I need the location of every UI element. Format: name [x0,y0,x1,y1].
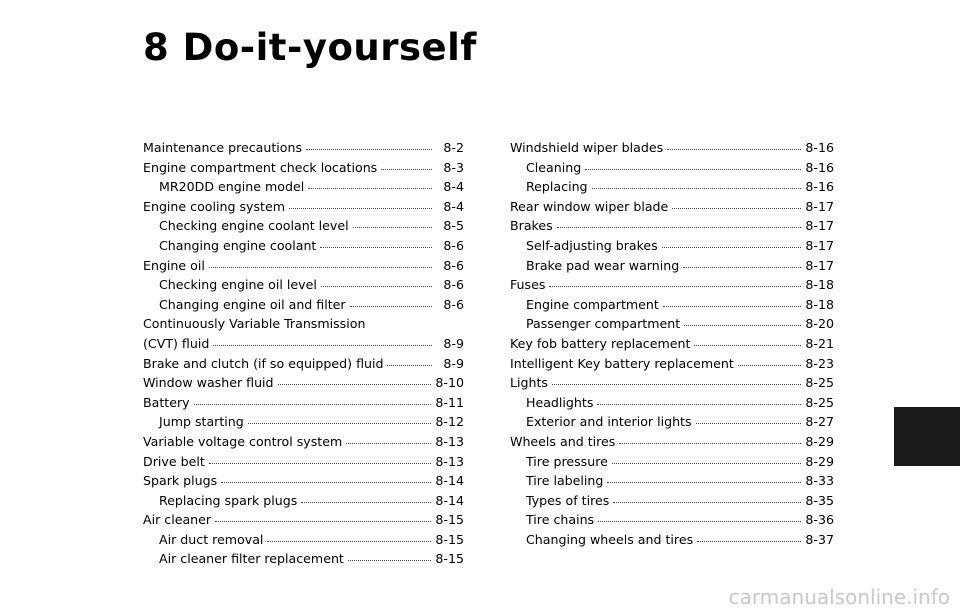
toc-entry-page: 8-4 [443,198,464,214]
toc-entry-label: Battery [143,394,190,410]
toc-entry-page: 8-37 [805,531,834,547]
chapter-tab [894,407,960,466]
leader-dots [348,550,432,561]
toc-entry-page: 8-12 [435,414,464,430]
toc-entry-label: Intelligent Key battery replacement [510,355,734,371]
toc-entry-page: 8-6 [443,296,464,312]
toc-entry-label: Changing wheels and tires [526,531,694,547]
toc-entry-page: 8-13 [435,433,464,449]
leader-dots [683,257,801,268]
toc-entry[interactable] [143,530,464,550]
toc-entry-page: 8-16 [805,179,834,195]
leader-dots [213,335,432,346]
toc-entry-label: Engine oil [143,257,205,273]
toc-entry-label: Continuously Variable Transmission [143,316,366,332]
leader-dots [557,217,802,228]
toc-entry-label: Changing engine oil and filter [159,296,346,312]
toc-entry-page: 8-17 [805,257,834,273]
toc-entry-page: 8-6 [443,237,464,253]
toc-entry-page: 8-25 [805,394,834,410]
toc-entry[interactable] [510,452,834,472]
leader-dots [248,413,432,424]
toc-entry-label: Changing engine coolant [159,237,317,253]
toc-entry[interactable] [510,197,834,217]
toc-entry-label: Types of tires [526,492,610,508]
leader-dots [301,492,431,503]
leader-dots [585,159,801,170]
toc-entry-label: (CVT) fluid [143,335,210,351]
toc-entry[interactable] [510,510,834,530]
toc-entry[interactable] [510,158,834,178]
toc-entry[interactable] [143,373,464,393]
leader-dots [209,257,432,268]
toc-entry[interactable] [510,256,834,276]
toc-entry-label: Drive belt [143,453,205,469]
toc-entry-label: Exterior and interior lights [526,414,692,430]
leader-dots [267,531,431,542]
toc-entry[interactable] [510,138,834,158]
toc-entry-page: 8-5 [443,218,464,234]
leader-dots [387,355,432,366]
leader-dots [597,394,801,405]
toc-entry[interactable] [143,412,464,432]
toc-entry-page: 8-36 [805,512,834,528]
toc-entry-label: Tire chains [526,512,595,528]
toc-entry-page: 8-29 [805,453,834,469]
leader-dots [598,511,801,522]
leader-dots [696,413,802,424]
leader-dots [592,178,802,189]
toc-entry-page: 8-14 [435,492,464,508]
toc-entry-page: 8-15 [435,531,464,547]
toc-entry[interactable] [143,471,464,491]
toc-entry-label: Jump starting [159,414,244,430]
toc-entry[interactable] [510,295,834,315]
toc-entry-label: MR20DD engine model [159,179,305,195]
toc-entry-label: Spark plugs [143,473,218,489]
toc-entry-page: 8-10 [435,375,464,391]
toc-entry-page: 8-25 [805,375,834,391]
toc-entry-label: Engine cooling system [143,198,286,214]
leader-dots [350,296,432,307]
page-title: 8 Do-it-yourself [143,26,477,69]
leader-dots [308,178,432,189]
toc-entry-page: 8-3 [443,159,464,175]
toc-entry-page: 8-23 [805,355,834,371]
toc-entry-page: 8-17 [805,218,834,234]
toc-entry-label: Engine compartment [526,296,659,312]
toc-entry[interactable] [143,510,464,530]
toc-entry-label: Air duct removal [159,531,264,547]
toc-entry-label: Windshield wiper blades [510,140,664,155]
toc-entry[interactable] [510,530,834,550]
leader-dots [221,472,431,483]
leader-dots [552,374,801,385]
leader-dots [667,139,801,150]
leader-dots [697,531,801,542]
toc-entry-page: 8-18 [805,277,834,293]
toc-entry-label: Tire labeling [526,473,604,489]
toc-entry-label: Fuses [510,277,546,293]
toc-entry-label: Engine compartment check locations [143,159,378,175]
toc-entry-label: Rear window wiper blade [510,198,669,214]
toc-entry[interactable] [143,197,464,217]
toc-entry[interactable] [510,471,834,491]
toc-entry-page: 8-27 [805,414,834,430]
leader-dots [662,237,802,248]
toc-entry[interactable] [143,275,464,295]
toc-entry-page: 8-9 [443,335,464,351]
toc-entry-label: Self-adjusting brakes [526,237,658,253]
toc-entry-label: Passenger compartment [526,316,681,332]
leader-dots [672,198,801,209]
toc-entry-page: 8-4 [443,179,464,195]
leader-dots [215,511,431,522]
toc-entry[interactable] [510,491,834,511]
toc-right-column [510,138,834,549]
leader-dots [278,374,432,385]
toc-entry-page: 8-15 [435,551,464,567]
toc-entry[interactable] [143,452,464,472]
toc-entry[interactable] [510,393,834,413]
leader-dots [694,335,801,346]
toc-entry[interactable] [143,549,464,569]
toc-entry[interactable] [143,354,464,374]
toc-entry-label: Window washer fluid [143,375,274,391]
leader-dots [607,472,801,483]
toc-entry[interactable] [143,138,464,158]
toc-entry-page: 8-11 [435,394,464,410]
toc-entry[interactable] [510,177,834,197]
toc-entry[interactable] [143,314,464,353]
toc-entry-page: 8-33 [805,473,834,489]
toc-entry[interactable] [510,354,834,374]
leader-dots [738,355,802,366]
toc-entry-page: 8-6 [443,257,464,273]
toc-entry[interactable] [143,177,464,197]
toc-entry-label: Brakes [510,218,553,234]
toc-entry-label: Replacing [526,179,588,195]
toc-entry-label: Maintenance precautions [143,140,303,155]
toc-entry-page: 8-18 [805,296,834,312]
leader-dots [346,433,431,444]
toc-entry[interactable] [143,216,464,236]
toc-entry-page: 8-6 [443,277,464,293]
toc-entry-label: Checking engine oil level [159,277,317,293]
toc-entry-label: Air cleaner [143,512,212,528]
toc-entry-page: 8-9 [443,355,464,371]
toc-entry-page: 8-20 [805,316,834,332]
toc-entry-label: Brake and clutch (if so equipped) fluid [143,355,384,371]
toc-entry-page: 8-29 [805,433,834,449]
toc-entry-page: 8-14 [435,473,464,489]
watermark: carmanualsonline.info [728,585,950,609]
leader-dots [306,139,432,150]
toc-entry-label: Key fob battery replacement [510,335,691,351]
leader-dots [209,453,432,464]
toc-entry[interactable] [510,236,834,256]
toc-entry-page: 8-17 [805,237,834,253]
toc-entry[interactable] [510,373,834,393]
leader-dots [613,492,801,503]
toc-entry[interactable] [510,216,834,236]
toc-entry-label: Headlights [526,394,594,410]
leader-dots [321,276,432,287]
toc-entry-page: 8-16 [805,140,834,155]
toc-entry-page: 8-2 [443,140,464,155]
toc-entry-label: Lights [510,375,548,391]
toc-entry[interactable] [510,275,834,295]
toc-entry-label: Wheels and tires [510,433,616,449]
toc-entry[interactable] [143,158,464,178]
leader-dots [289,198,432,209]
toc-entry-page: 8-21 [805,335,834,351]
leader-dots [381,159,432,170]
toc-left-column [143,138,464,569]
toc-entry[interactable] [143,295,464,315]
toc-entry[interactable] [143,256,464,276]
toc-entry[interactable] [510,432,834,452]
toc-entry-page: 8-35 [805,492,834,508]
toc-entry[interactable] [510,314,834,334]
toc-entry-label: Checking engine coolant level [159,218,349,234]
toc-entry-label: Tire pressure [526,453,608,469]
toc-entry[interactable] [143,491,464,511]
toc-entry-label: Replacing spark plugs [159,492,298,508]
toc-entry[interactable] [143,236,464,256]
leader-dots [663,296,802,307]
toc-entry-page: 8-16 [805,159,834,175]
leader-dots [549,276,801,287]
toc-entry-page: 8-13 [435,453,464,469]
toc-entry[interactable] [143,393,464,413]
toc-entry-label: Brake pad wear warning [526,257,680,273]
toc-entry-page: 8-17 [805,198,834,214]
leader-dots [320,237,432,248]
toc-entry-page: 8-15 [435,512,464,528]
toc-entry-label: Cleaning [526,159,582,175]
toc-entry[interactable] [510,334,834,354]
toc-entry-label: Variable voltage control system [143,433,343,449]
leader-dots [619,433,801,444]
leader-dots [353,217,432,228]
leader-dots [194,394,432,405]
leader-dots [684,315,801,326]
toc-entry-label: Air cleaner filter replacement [159,551,344,567]
toc-entry[interactable] [510,412,834,432]
toc-entry[interactable] [143,432,464,452]
leader-dots [612,453,802,464]
